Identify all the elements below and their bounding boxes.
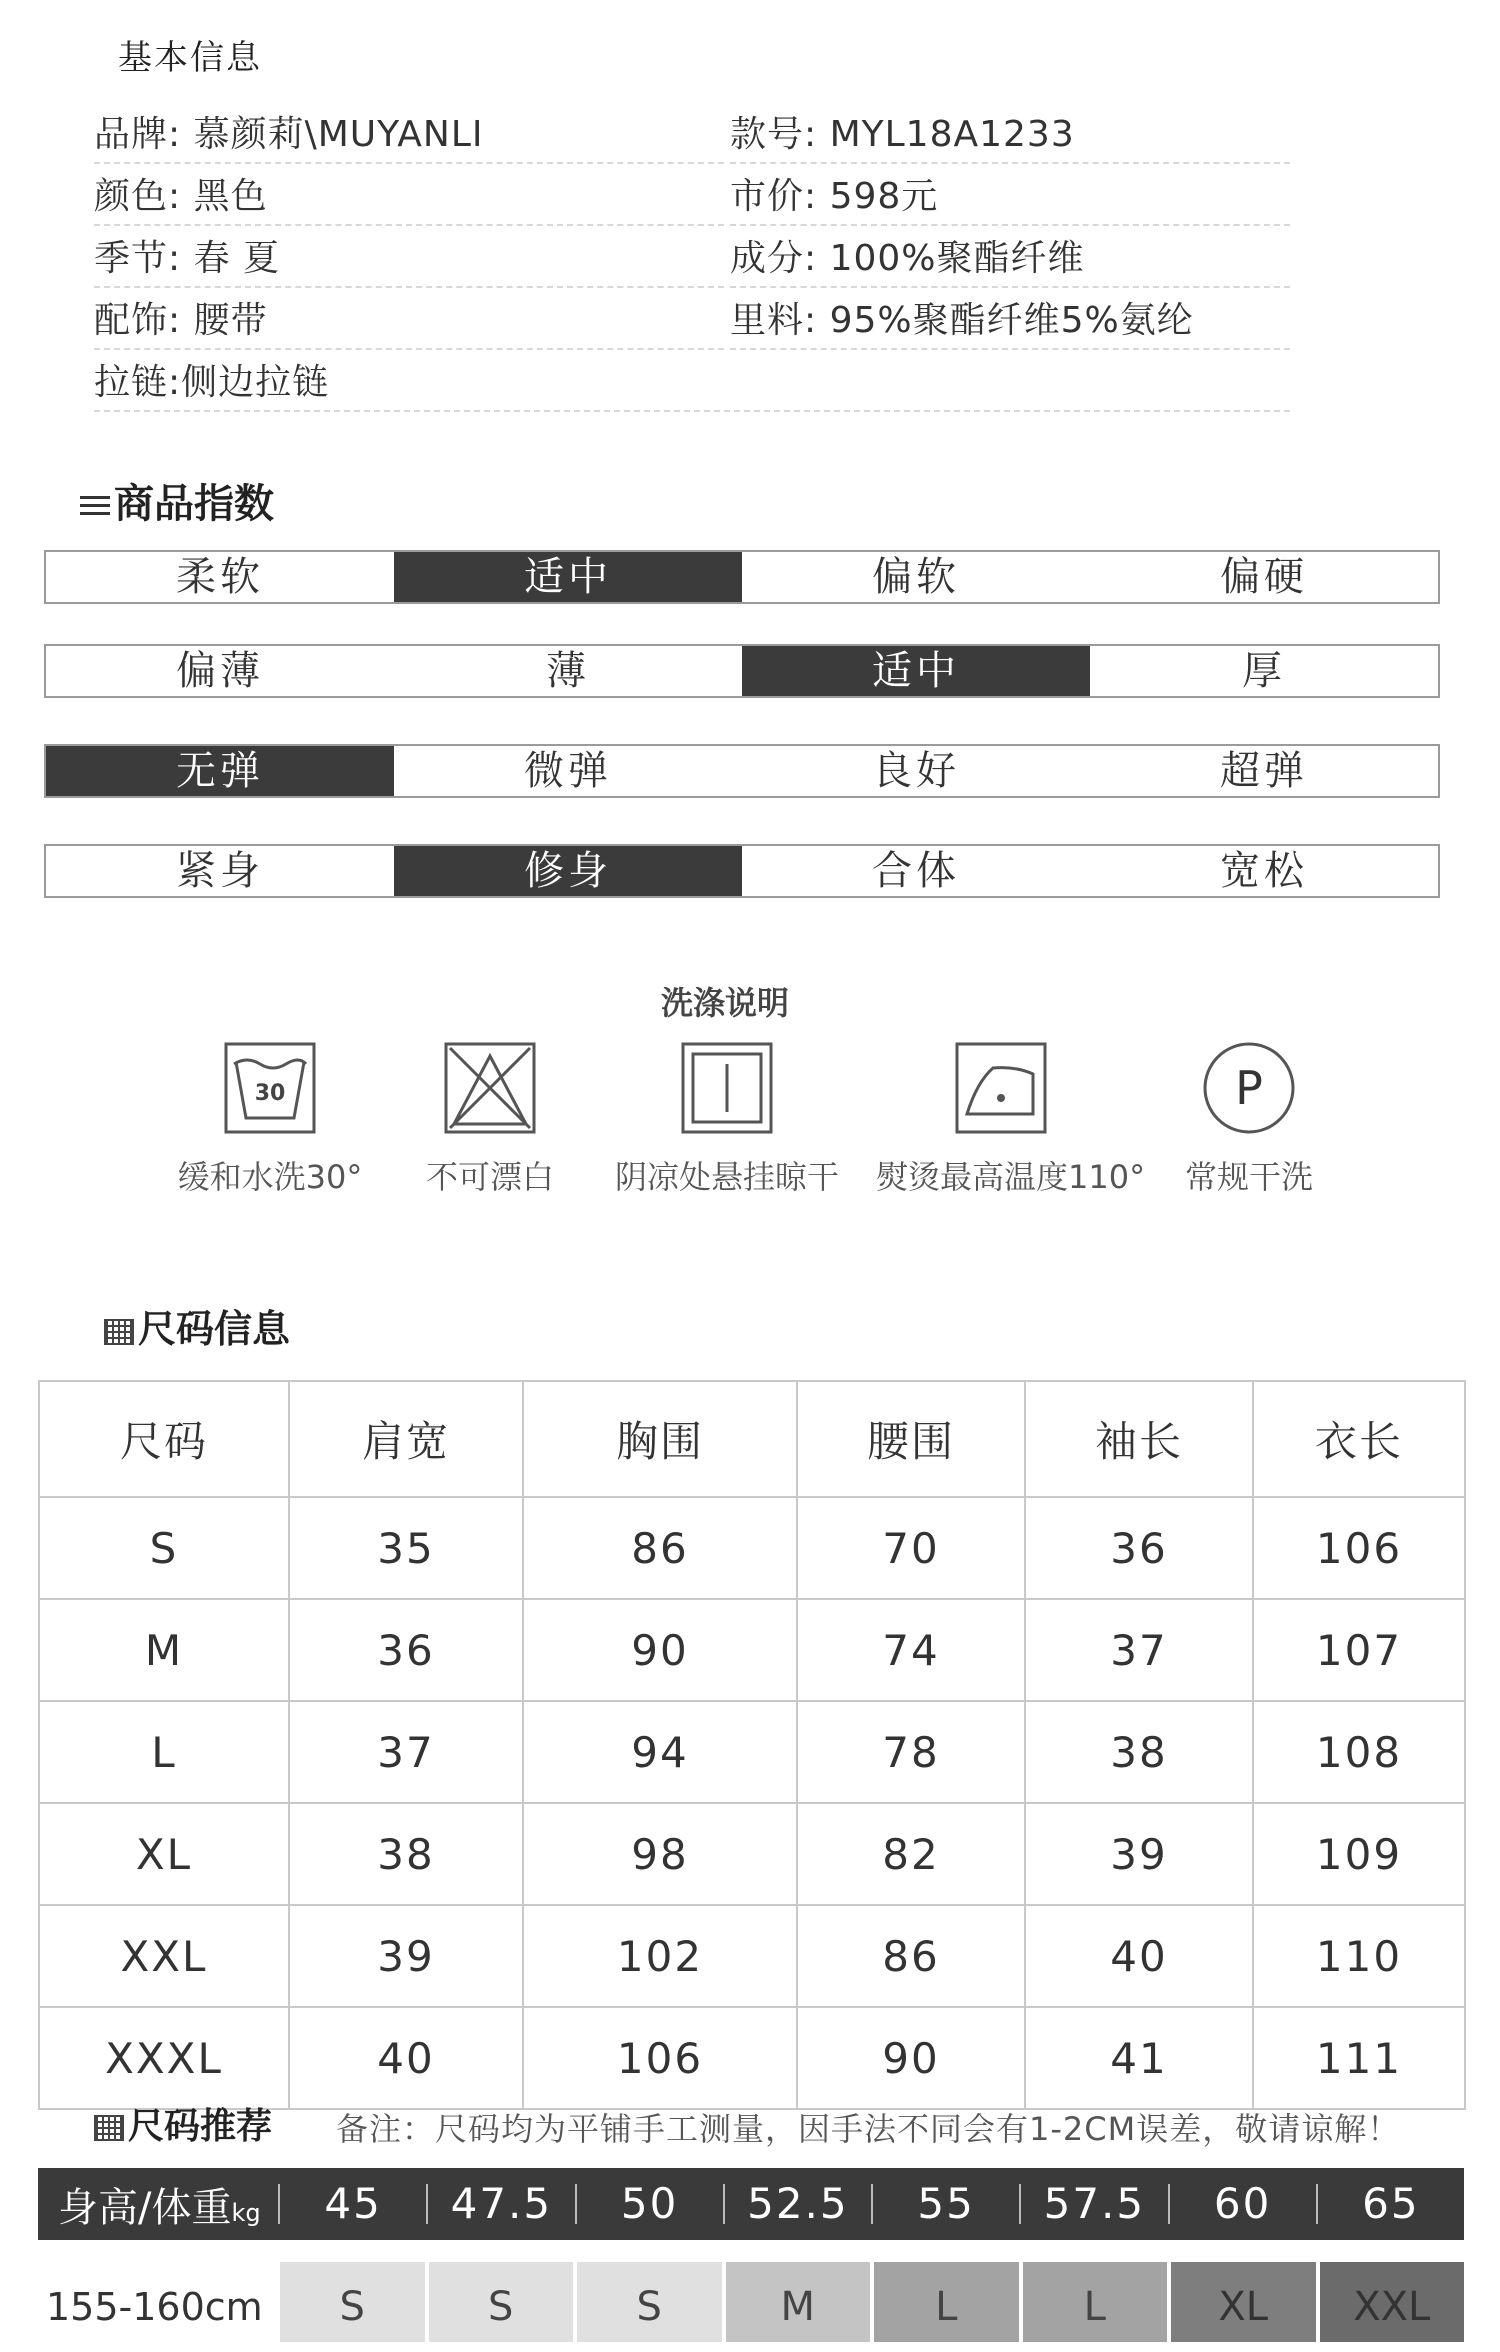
no-bleach-icon [442, 1040, 538, 1136]
wash-30-icon [222, 1040, 318, 1136]
header-unit-text: kg [231, 2198, 261, 2227]
index-option: 合体 [872, 848, 960, 894]
table-cell: 37 [289, 1701, 523, 1803]
index-option: 微弹 [524, 748, 612, 794]
wash-care-item [365, 1040, 615, 1198]
table-cell: 39 [289, 1905, 523, 2007]
index-option: 紧身 [176, 848, 264, 894]
style-number-field: 款号: MYL18A1233 [730, 104, 1290, 164]
table-cell: S [39, 1497, 289, 1599]
dry-clean-letter: P [1235, 1061, 1263, 1115]
column-header: 肩宽 [289, 1381, 523, 1497]
table-row [39, 2007, 1465, 2109]
table-cell: 74 [797, 1599, 1025, 1701]
column-header: 胸围 [523, 1381, 797, 1497]
index-option: 偏薄 [176, 648, 264, 694]
size-table-header [39, 1381, 1465, 1497]
index-option: 偏硬 [1220, 554, 1308, 600]
info-row [94, 290, 1294, 352]
recommended-size-cell: XXL [1320, 2262, 1465, 2342]
weight-value: 57.5 [1019, 2184, 1167, 2224]
column-header: 袖长 [1025, 1381, 1253, 1497]
wash-label: 熨烫最高温度110° [876, 1158, 1146, 1196]
index-option: 薄 [546, 648, 590, 694]
info-row [94, 228, 1294, 290]
table-cell: 38 [289, 1803, 523, 1905]
table-cell: 90 [523, 1599, 797, 1701]
index-option-selected: 修身 [394, 846, 742, 896]
table-cell: 36 [1025, 1497, 1253, 1599]
table-cell: 107 [1253, 1599, 1465, 1701]
recommended-size-cell: M [726, 2262, 871, 2342]
recommended-size-cell: XL [1171, 2262, 1316, 2342]
info-row [94, 166, 1294, 228]
table-cell: 86 [523, 1497, 797, 1599]
recommended-size-cell: S [429, 2262, 574, 2342]
size-table [38, 1380, 1466, 2110]
recommend-title-text: 尺码推荐 [128, 2106, 273, 2147]
iron-low-icon [953, 1040, 1049, 1136]
recommend-header-bar [38, 2168, 1464, 2240]
table-cell: 102 [523, 1905, 797, 2007]
size-info-title-text: 尺码信息 [138, 1307, 291, 1351]
height-weight-label [38, 2176, 278, 2233]
column-header: 衣长 [1253, 1381, 1465, 1497]
season-field: 季节: 春 夏 [94, 228, 724, 288]
market-price-field: 市价: 598元 [730, 166, 1290, 226]
info-row [94, 104, 1294, 166]
zipper-field: 拉链:侧边拉链 [94, 352, 1290, 412]
brand-field: 品牌: 慕颜莉\MUYANLI [94, 104, 724, 164]
table-cell: 37 [1025, 1599, 1253, 1701]
wash-care-item [876, 1040, 1146, 1198]
table-cell: 38 [1025, 1701, 1253, 1803]
index-option: 良好 [872, 748, 960, 794]
table-icon [104, 1319, 134, 1345]
header-label-text: 身高/体重 [58, 2184, 232, 2231]
thickness-index-row [44, 644, 1440, 698]
recommended-size-cell: S [280, 2262, 425, 2342]
table-cell: 41 [1025, 2007, 1253, 2109]
lining-field: 里料: 95%聚酯纤维5%氨纶 [730, 290, 1290, 350]
table-row [39, 1803, 1465, 1905]
index-title [80, 472, 274, 529]
wash-temp-text: 30 [254, 1081, 286, 1106]
table-icon [94, 2115, 124, 2141]
softness-index-row [44, 550, 1440, 604]
index-option: 超弹 [1220, 748, 1308, 794]
weight-value: 45 [278, 2184, 426, 2224]
table-cell: 82 [797, 1803, 1025, 1905]
table-cell: 106 [1253, 1497, 1465, 1599]
line-dry-shade-icon [679, 1040, 775, 1136]
weight-value: 60 [1168, 2184, 1316, 2224]
weight-value: 55 [871, 2184, 1019, 2224]
table-cell: 40 [1025, 1905, 1253, 2007]
index-option: 厚 [1242, 648, 1286, 694]
index-title-text: 商品指数 [114, 481, 274, 527]
weight-value: 50 [575, 2184, 723, 2224]
wash-label: 阴凉处悬挂晾干 [614, 1158, 839, 1196]
table-row [39, 1905, 1465, 2007]
recommend-title [94, 2098, 272, 2149]
wash-label: 常规干洗 [1184, 1158, 1313, 1196]
basic-info-title: 基本信息 [118, 38, 262, 78]
size-info-title [104, 1298, 290, 1353]
table-cell: 70 [797, 1497, 1025, 1599]
table-cell: M [39, 1599, 289, 1701]
weight-value: 52.5 [723, 2184, 871, 2224]
recommend-note: 备注：尺码均为平铺手工测量，因手法不同会有1-2CM误差，敬请谅解！ [336, 2110, 1401, 2148]
wash-care-item [145, 1040, 395, 1198]
index-option-selected: 无弹 [46, 746, 394, 796]
table-cell: 78 [797, 1701, 1025, 1803]
list-icon [80, 494, 110, 518]
elasticity-index-row [44, 744, 1440, 798]
color-field: 颜色: 黑色 [94, 166, 724, 226]
height-range-label: 155-160cm [46, 2285, 263, 2329]
table-row [39, 1701, 1465, 1803]
recommended-size-cell: S [577, 2262, 722, 2342]
column-header: 腰围 [797, 1381, 1025, 1497]
table-cell: 94 [523, 1701, 797, 1803]
table-cell: 36 [289, 1599, 523, 1701]
table-cell: 110 [1253, 1905, 1465, 2007]
table-cell: 86 [797, 1905, 1025, 2007]
index-option-selected: 适中 [742, 646, 1090, 696]
table-cell: 40 [289, 2007, 523, 2109]
index-option: 柔软 [176, 554, 264, 600]
composition-field: 成分: 100%聚酯纤维 [730, 228, 1290, 288]
dry-clean-p-icon [1201, 1040, 1297, 1136]
table-cell: 90 [797, 2007, 1025, 2109]
table-cell: 106 [523, 2007, 797, 2109]
table-cell: XXXL [39, 2007, 289, 2109]
weight-value: 65 [1316, 2184, 1464, 2224]
index-option: 偏软 [872, 554, 960, 600]
table-cell: XXL [39, 1905, 289, 2007]
table-row [39, 1497, 1465, 1599]
info-row [94, 352, 1294, 414]
fit-index-row [44, 844, 1440, 898]
table-cell: XL [39, 1803, 289, 1905]
table-cell: 98 [523, 1803, 797, 1905]
recommend-row [38, 2262, 1464, 2342]
wash-title: 洗涤说明 [660, 984, 789, 1022]
table-cell: 111 [1253, 2007, 1465, 2109]
recommended-size-cell: L [1023, 2262, 1168, 2342]
weight-value: 47.5 [426, 2184, 574, 2224]
recommended-size-cell: L [874, 2262, 1019, 2342]
index-option: 宽松 [1220, 848, 1308, 894]
index-option-selected: 适中 [394, 552, 742, 602]
wash-care-item [602, 1040, 852, 1198]
wash-care-item [1124, 1040, 1374, 1198]
table-row [39, 1599, 1465, 1701]
table-cell: 108 [1253, 1701, 1465, 1803]
table-cell: 39 [1025, 1803, 1253, 1905]
wash-label: 不可漂白 [425, 1158, 554, 1196]
table-cell: 109 [1253, 1803, 1465, 1905]
column-header: 尺码 [39, 1381, 289, 1497]
wash-label: 缓和水洗30° [177, 1158, 363, 1196]
table-cell: L [39, 1701, 289, 1803]
accessory-field: 配饰: 腰带 [94, 290, 724, 350]
table-cell: 35 [289, 1497, 523, 1599]
